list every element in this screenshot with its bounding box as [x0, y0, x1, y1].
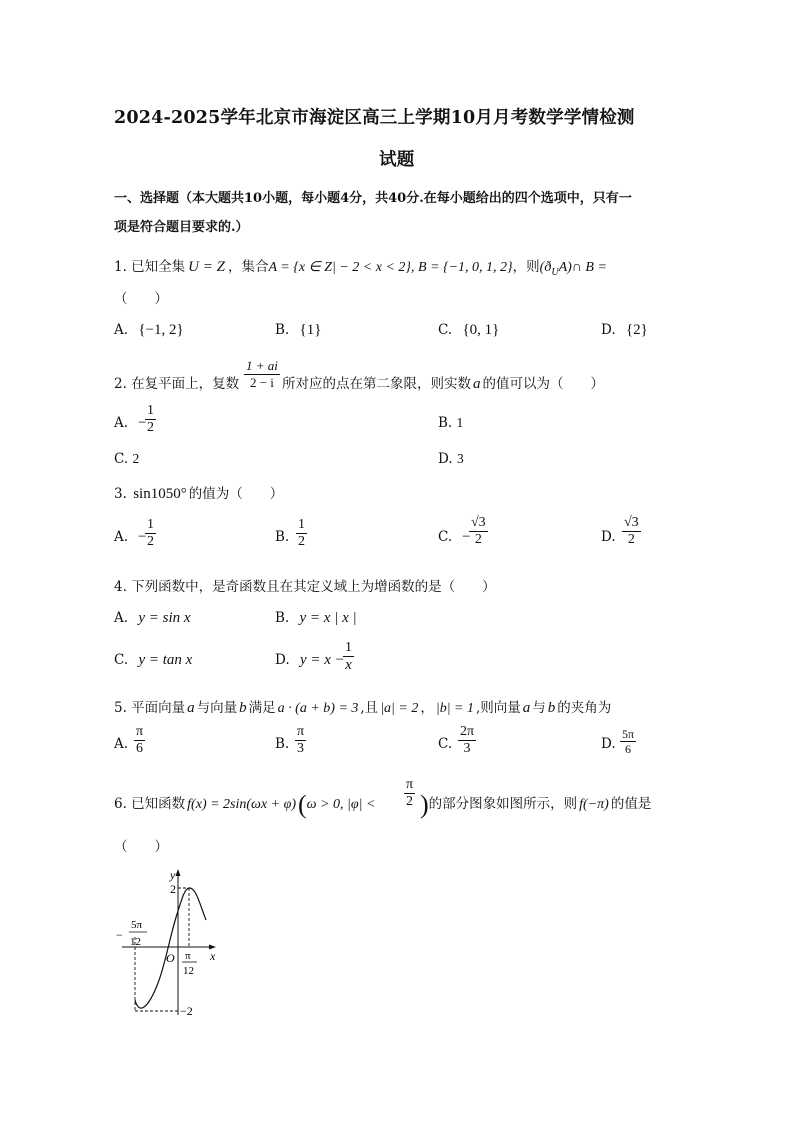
left-sign: −: [116, 928, 123, 942]
q5-option-d-fraction: $\frac{5\pi}{6}$: [622, 727, 635, 756]
q2-option-b[interactable]: B. 1: [438, 415, 464, 431]
q3-option-a[interactable]: A. −: [114, 529, 147, 545]
section-header-line1: 一、选择题（本大题共10小题，每小题4分，共40分.在每小题给出的四个选项中，只有一: [114, 191, 632, 206]
q6-answer-paren: （ ）: [114, 839, 168, 855]
question-5: 5. 平面向量 a 与向量 b 满足 a · (a + b) = 3 ,且 |a| = 2 ， |b| = 1 ,则向量 a 与 b 的夹角为: [114, 700, 612, 716]
q3-option-a-fraction: $\frac{1}{2}$: [147, 517, 154, 549]
x-axis-label: x: [210, 949, 216, 963]
page-title-line2: 试题: [379, 150, 415, 170]
y-min-label: −2: [180, 1004, 193, 1018]
q5-option-a-fraction: $\frac{\pi}{6}$: [136, 724, 144, 756]
q1-option-c[interactable]: C. {0, 1}: [438, 322, 500, 338]
q1-option-b[interactable]: B. {1}: [275, 322, 322, 338]
question-1: [114, 255, 607, 278]
q5-option-b[interactable]: B.: [275, 736, 290, 752]
right-num: π: [185, 950, 191, 962]
q1-option-d[interactable]: D. {2}: [601, 322, 648, 338]
q2-prefix: 2. 在复平面上，复数: [114, 376, 240, 392]
section-header-line2: 项是符合题目要求的.）: [114, 220, 249, 235]
y-max-label: 2: [170, 882, 176, 896]
q1-answer-paren: （ ）: [114, 291, 168, 307]
q3-option-d[interactable]: D.: [601, 529, 616, 545]
q5-option-c-fraction: $\frac{2\pi}{3}$: [460, 724, 475, 756]
question-4: 4. 下列函数中，是奇函数且在其定义域上为增函数的是（ ）: [114, 579, 496, 595]
q6-suffix: )的部分图象如图所示，则 f(−π) 的值是: [420, 790, 652, 819]
question-6: 6. 已知函数 f(x) = 2sin(ωx + φ)(ω > 0, |φ| <: [114, 790, 376, 819]
q6-graph: [110, 865, 230, 1020]
q2-option-d[interactable]: D. 3: [438, 451, 464, 467]
q4-option-c[interactable]: C. y = tan x: [114, 652, 193, 668]
q5-option-c[interactable]: C.: [438, 736, 453, 752]
q3-option-b[interactable]: B.: [275, 529, 290, 545]
y-axis-arrow: [176, 869, 181, 876]
q4-option-a[interactable]: A. y = sin x: [114, 610, 191, 626]
q1-suffix: ，则: [512, 259, 540, 275]
q2-suffix: 所对应的点在第二象限，则实数 a 的值可以为（ ）: [282, 376, 604, 392]
page-title-line1: 2024-2025学年北京市海淀区高三上学期10月月考数学学情检测: [114, 108, 635, 128]
q5-option-a[interactable]: A.: [114, 736, 129, 752]
q3-option-d-fraction: $\frac{√3}{2}$: [624, 515, 639, 547]
q1-set-b: , B = {−1, 0, 1, 2}: [411, 260, 513, 275]
q5-option-d[interactable]: D.: [601, 736, 616, 752]
q2-option-a-fraction: $\frac{1}{2}$: [147, 403, 154, 435]
q6-condition-fraction: $\frac{\pi}{2}$: [406, 777, 414, 809]
q1-prefix: 1. 已知全集: [114, 259, 186, 275]
q3-option-c[interactable]: C. −: [438, 529, 471, 545]
q1-set-a: A = {x ∈ Z| − 2 < x < 2}: [268, 260, 412, 275]
q2-option-a[interactable]: A. −: [114, 415, 147, 431]
q1-option-a[interactable]: A. {−1, 2}: [114, 322, 184, 338]
q3-option-c-fraction: $\frac{√3}{2}$: [471, 515, 486, 547]
y-axis-label: y: [170, 868, 176, 882]
q2-fraction: $\frac{1 + ai}{2 - i}$: [246, 358, 278, 390]
left-num: 5π: [131, 919, 143, 931]
q1-universal-set: U = Z: [188, 259, 225, 275]
left-den: 12: [130, 936, 141, 948]
q1-mid: ，集合: [227, 259, 269, 275]
origin-label: O: [166, 951, 175, 965]
right-den: 12: [183, 965, 194, 977]
q3-option-b-fraction: $\frac{1}{2}$: [298, 517, 305, 549]
q1-expr: $(ð_UA)\cap$ B =: [539, 260, 607, 278]
question-3: 3. sin1050° 的值为（ ）: [114, 486, 284, 502]
q4-option-d-fraction: $\frac{1}{x}$: [345, 640, 352, 673]
sine-curve: [135, 888, 206, 1008]
q2-option-c[interactable]: C. 2: [114, 451, 140, 467]
q4-option-b[interactable]: B. y = x | x |: [275, 610, 357, 626]
q4-option-d[interactable]: D. y = x −: [275, 652, 345, 668]
q5-option-b-fraction: $\frac{\pi}{3}$: [297, 724, 305, 756]
